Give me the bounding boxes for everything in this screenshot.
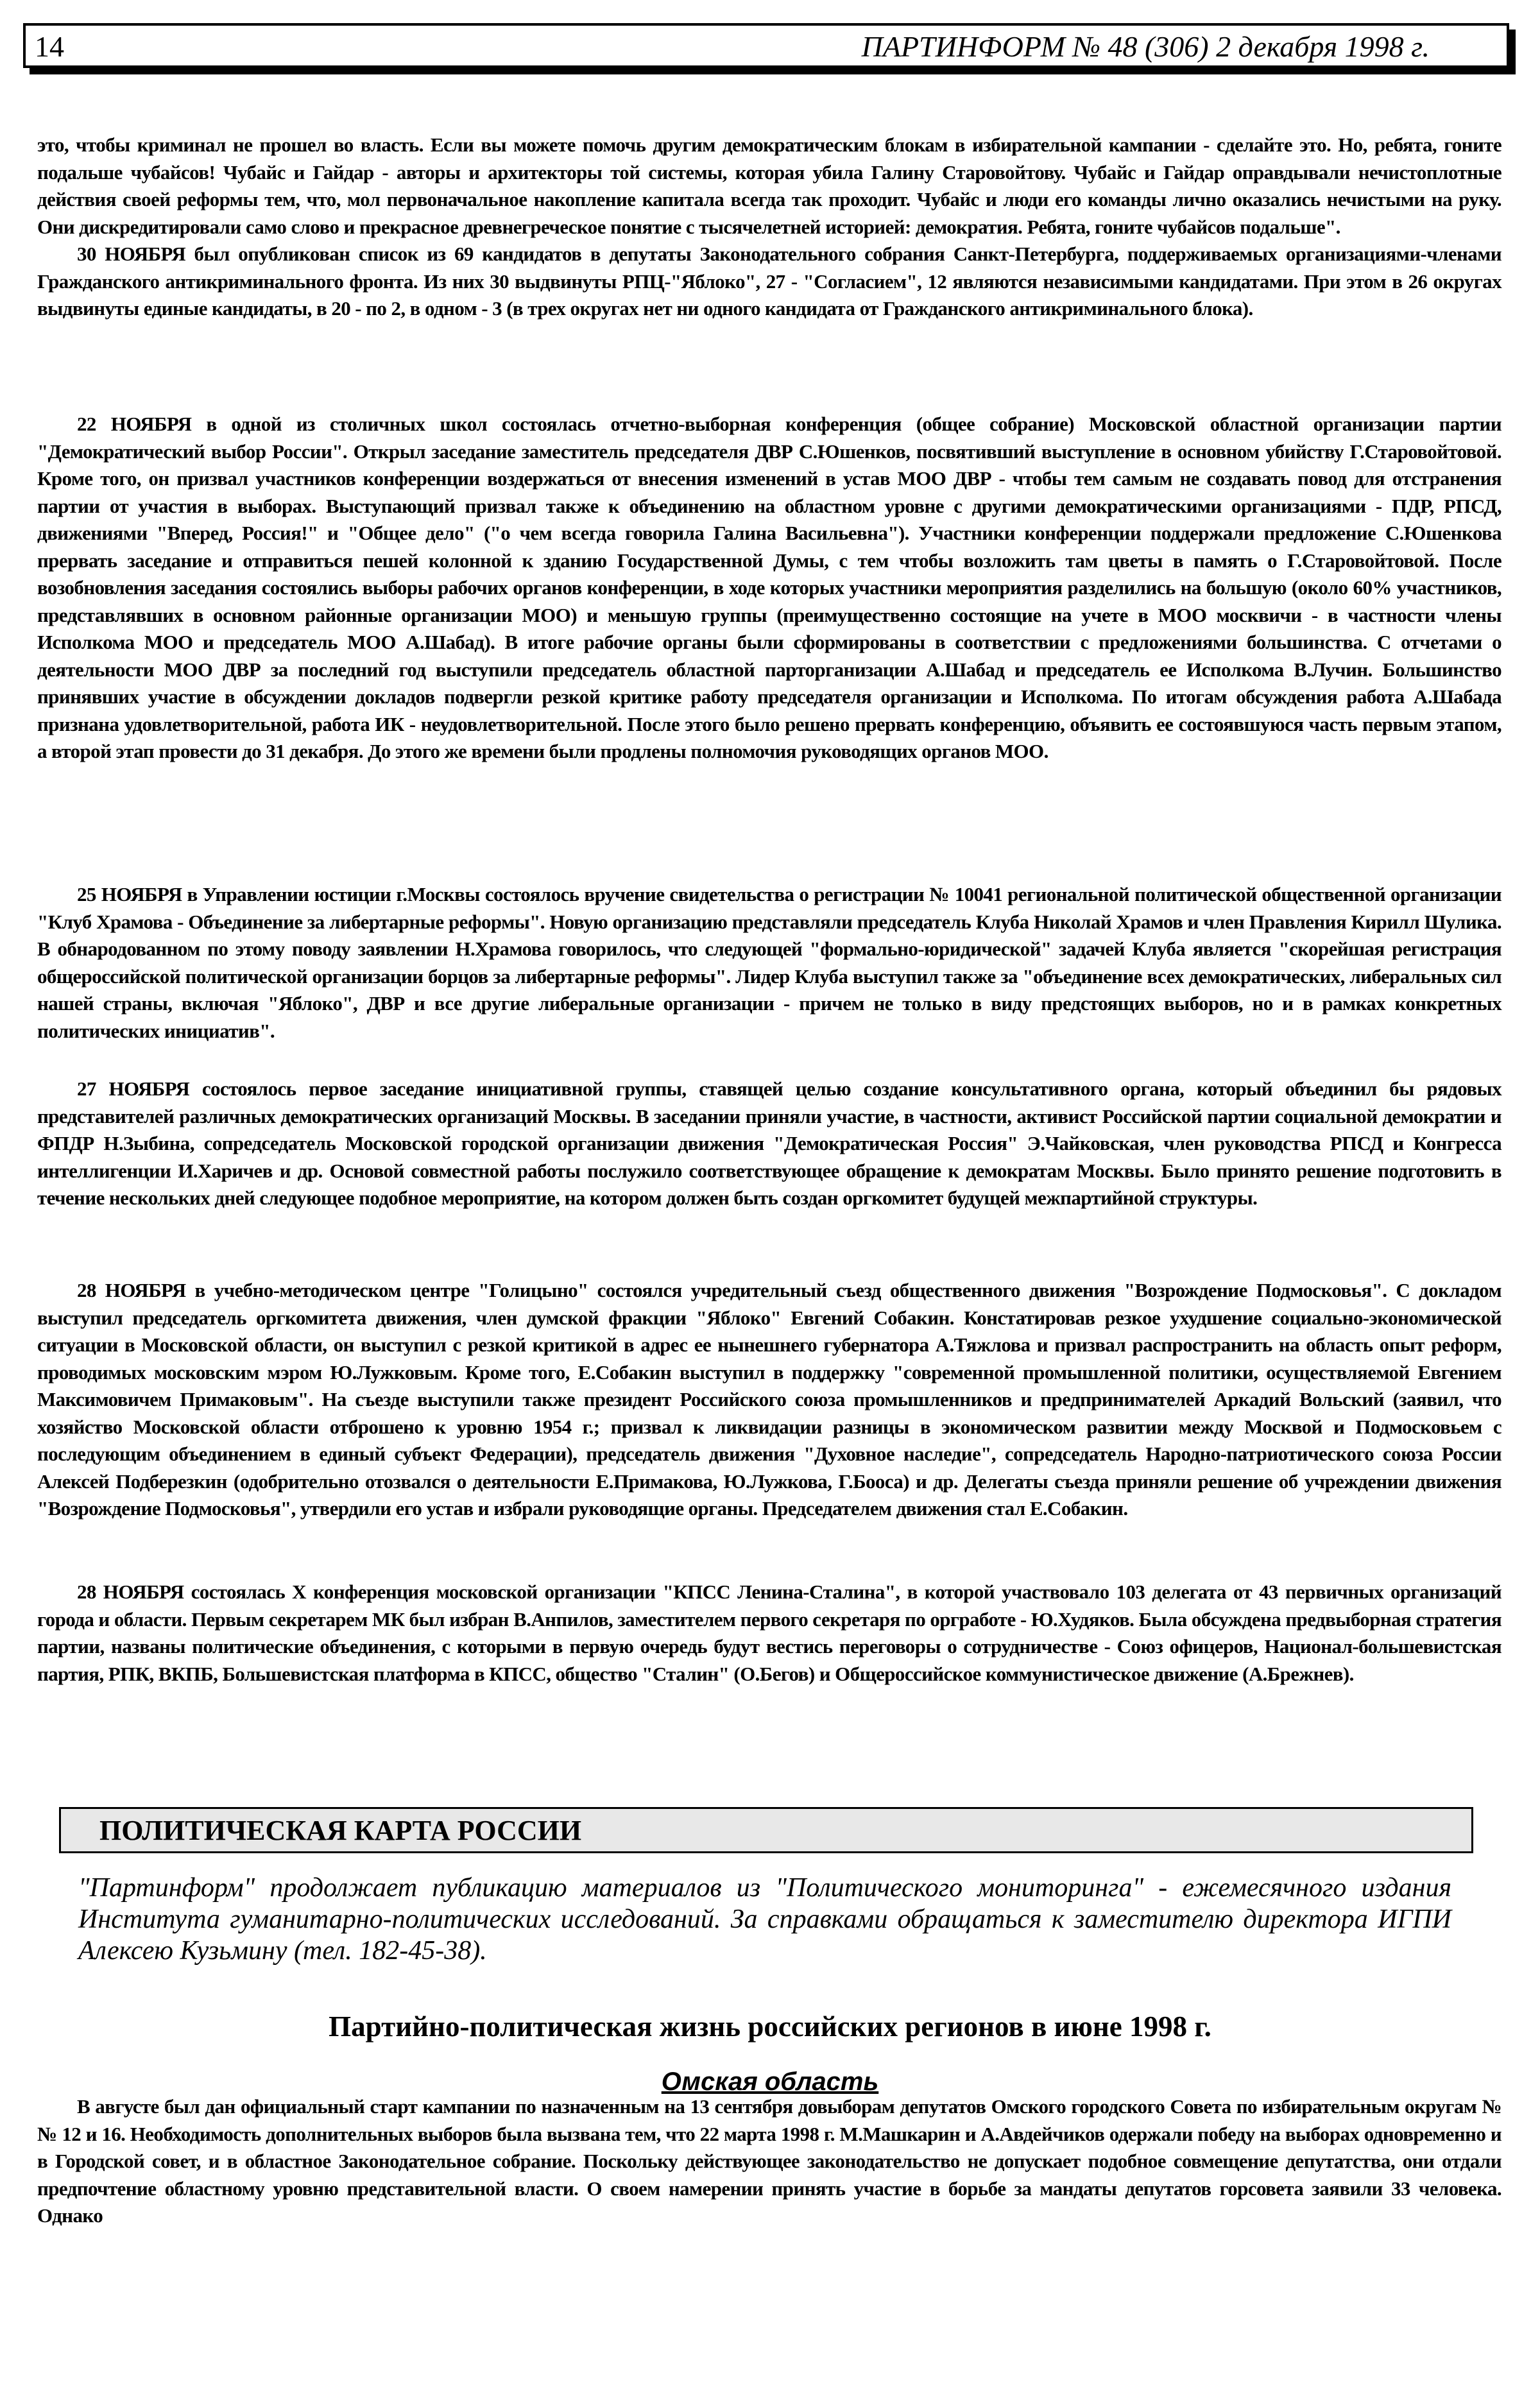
section-banner (59, 1807, 1473, 1853)
paragraph-continued: это, чтобы криминал не прошел во власть. Если вы можете помочь другим демократическим блокам в избирательной кампании - сделайте это. Но, ребята, гоните подальше чубайсов! Чубайс и Гайдар - авторы и архитекторы той системы, которая убила Галину Старовойтову. Чубайс и Гайдар оправдывали нечистоплотные действия своей реформы тем, что, мол первоначальное накопление капитала всегда так проходит. Чубайс и люди его команды лично оказались нечистыми на руку. Они дискредитировали само слово и прекрасное древнегреческое понятие с тысячелетней историей: демократия. Ребята, гоните чубайсов подальше". (37, 133, 1502, 238)
page-header (23, 23, 1509, 68)
paragraph: 25 НОЯБРЯ в Управлении юстиции г.Москвы состоялось вручение свидетельства о регистрации № 10041 региональной политической общественной организации "Клуб Храмова - Объединение за либертарные реформы". Новую организацию представляли председатель Клуба Николай Храмов и член Правления Кирилл Шулика. В обнародованном по этому поводу заявлении Н.Храмова говорилось, что следующей "формально-юридической" задачей Клуба является "скорейшая регистрация общероссийской политической организации борцов за либертарные реформы". Лидер Клуба выступил также за "объединение всех демократических, либеральных сил нашей страны, включая "Яблоко", ДВР и все другие либеральные организации - причем не только в виду предстоящих выборов, но и в рамках конкретных политических инициатив". (37, 883, 1502, 1042)
paragraph: 27 НОЯБРЯ состоялось первое заседание инициативной группы, ставящей целью создание консультативного органа, который объединил бы рядовых представителей различных демократических организаций Москвы. В заседании приняли участие, в частности, активист Российской партии социальной демократии и ФПДР Н.Зыбина, сопредседатель Московской городской организации движения "Демократическая Россия" Э.Чайковская, член руководства РПСД и Конгресса интеллигенции И.Харичев и др. Основой совместной работы послужило соответствующее обращение к демократам Москвы. Было принято решение подготовить в течение нескольких дней следующее подобное мероприятие, на котором должен быть создан оргкомитет будущей межпартийной структуры. (37, 1077, 1502, 1209)
news-28-november-a (37, 1277, 1502, 1523)
news-28-november-b (37, 1579, 1502, 1688)
region-paragraph: В августе был дан официальный старт кампании по назначенным на 13 сентября довыборам депутатов Омского городского Совета по избирательным округам №№ 12 и 16. Необходимость дополнительных выборов была вызвана тем, что 22 марта 1998 г. М.Машкарин и А.Авдейчиков одержали победу на выборах одновременно и в Городской совет, и в областное Законодательное собрание. Поскольку действующее законодательство не допускает подобное совмещение депутатства, они отдали предпочтение областному уровню представительной власти. О своем намерении принять участие в борьбе за мандаты депутатов горсовета заявили 33 человека. Однако (37, 2095, 1502, 2227)
news-25-november (37, 881, 1502, 1045)
section-intro: "Партинформ" продолжает публикацию материалов из "Политического мониторинга" - ежемесячного издания Института гуманитарно-политических исследований. За справками обращаться к заместителю директора ИГПИ Алексею Кузьмину (тел. 182-45-38). (78, 1873, 1451, 1966)
article-subtitle: Партийно-политическая жизнь российских регионов в июне 1998 г. (329, 2010, 1211, 2043)
paragraph: 22 НОЯБРЯ в одной из столичных школ состоялась отчетно-выборная конференция (общее собрание) Московской областной организации партии "Демократический выбор России". Открыл заседание заместитель председателя ДВР С.Юшенков, посвятивший выступление в основном убийству Г.Старовойтовой. Кроме того, он призвал участников конференции воздержаться от внесения изменений в устав МОО ДВР - чтобы тем самым не создавать повод для отстранения партии от участия в выборах. Выступающий призвал также к объединению на областном уровне с другими демократическими организациями - ПДР, РПСД, движениями "Вперед, Россия!" и "Общее дело" ("о чем всегда говорила Галина Васильевна"). Участники конференции поддержали предложение С.Юшенкова прервать заседание и отправиться пешей колонной к зданию Государственной Думы, с тем чтобы возложить там цветы в память о Г.Старовойтовой. После возобновления заседания состоялись выборы рабочих органов конференции, в ходе которых участники мероприятия разделились на большую (около 60% участников, представлявших в основном районные организации МОО) и меньшую группы (преимущественно состоящие на учете в МОО москвичи - в частности члены Исполкома МОО и председатель МОО А.Шабад). В итоге рабочие органы были сформированы в соответствии с предложениями большинства. С отчетами о деятельности МОО ДВР за последний год выступили председатель областной парторганизации А.Шабад и председатель ее Исполкома В.Лучин. Большинство принявших участие в обсуждении докладов подвергли резкой критике работу председателя организации и Исполкома. По итогам обсуждения работа А.Шабада признана удовлетворительной, работа ИК - неудовлетворительной. После этого было решено прервать конференцию, объявить ее состоявшуюся часть первым этапом, а второй этап провести до 31 декабря. До этого же времени были продлены полномочия руководящих органов МОО. (37, 413, 1502, 762)
paragraph: 28 НОЯБРЯ состоялась X конференция московской организации "КПСС Ленина-Сталина", в которой участвовало 103 делегата от 43 первичных организаций города и области. Первым секретарем МК был избран В.Анпилов, заместителем первого секретаря по оргработе - Ю.Худяков. Была обсуждена предвыборная стратегия партии, названы политические объединения, с которыми в первую очередь будут вестись переговоры о сотрудничестве - Союз офицеров, Национал-большевистская партия, РПК, ВКПБ, Большевистская платформа в КПСС, общество "Сталин" (О.Бегов) и Общероссийское коммунистическое движение (А.Брежнев). (37, 1581, 1502, 1685)
paragraph: 28 НОЯБРЯ в учебно-методическом центре "Голицыно" состоялся учредительный съезд общественного движения "Возрождение Подмосковья". С докладом выступил председатель оргкомитета движения, член думской фракции "Яблоко" Евгений Собакин. Констатировав резкое ухудшение социально-экономической ситуации в Московской области, он выступил с резкой критикой в адрес ее нынешнего губернатора А.Тяжлова и призвал распространить на область опыт реформ, проводимых московским мэром Ю.Лужковым. Кроме того, Е.Собакин выступил в поддержку "современной промышленной политики, осуществляемой Евгением Максимовичем Примаковым". На съезде выступили также президент Российского союза промышленников и предпринимателей Аркадий Вольский (заявил, что хозяйство Московской области отброшено к уровню 1954 г.; призвал к ликвидации разницы в экономическом развитии между Москвой и Подмосковьем с последующим объединением в единый субъект Федерации), председатель движения "Духовное наследие", сопредседатель Народно-патриотического союза России Алексей Подберезкин (одобрительно отозвался о деятельности Е.Примакова, Ю.Лужкова, Г.Бооса) и др. Делегаты съезда приняли решение об учреждении движения "Возрождение Подмосковья", утвердили его устав и избрали руководящие органы. Председателем движения стал Е.Собакин. (37, 1279, 1502, 1520)
page-number: 14 (35, 30, 64, 63)
news-22-november (37, 411, 1502, 766)
top-block (37, 132, 1502, 323)
paragraph-30-november: 30 НОЯБРЯ был опубликован список из 69 кандидатов в депутаты Законодательного собрания Санкт-Петербурга, поддерживаемых организациями-членами Гражданского антикриминального фронта. Из них 30 выдвинуты РПЦ-"Яблоко", 27 - "Согласием", 12 являются независимыми кандидатами. При этом в 26 округах выдвинуты единые кандидаты, в 20 - по 2, в одном - 3 (в трех округах нет ни одного кандидата от Гражданского антикриминального блока). (37, 243, 1502, 320)
publication-line: ПАРТИНФОРМ № 48 (306) 2 декабря 1998 г. (861, 30, 1430, 63)
section-title: ПОЛИТИЧЕСКАЯ КАРТА РОССИИ (99, 1815, 582, 1846)
news-27-november (37, 1075, 1502, 1212)
region-block (37, 2093, 1502, 2230)
region-heading: Омская область (661, 2068, 879, 2096)
